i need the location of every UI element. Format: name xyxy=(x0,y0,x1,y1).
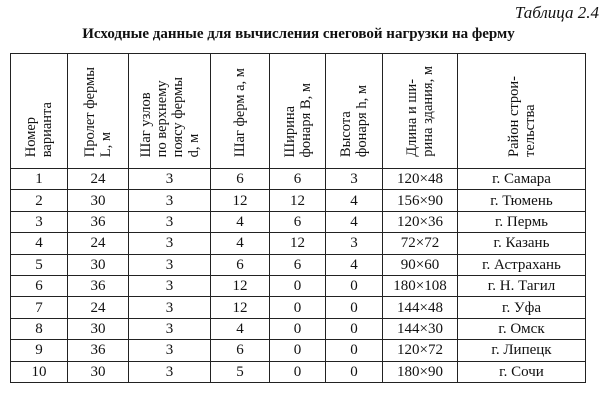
table-row xyxy=(11,169,586,190)
table-cell: 144×30 xyxy=(383,318,458,339)
table-cell: 0 xyxy=(326,318,383,339)
table-row xyxy=(11,340,586,361)
table-cell: 3 xyxy=(129,361,211,382)
table-cell: г. Тюмень xyxy=(458,190,586,211)
table-cell: 10 xyxy=(11,361,68,382)
table-cell: 0 xyxy=(270,340,326,361)
header-variant-number xyxy=(11,54,68,169)
table-cell: 7 xyxy=(11,297,68,318)
table-cell: 6 xyxy=(270,254,326,275)
table-cell: 30 xyxy=(68,190,129,211)
table-cell: 30 xyxy=(68,361,129,382)
header-construction-region xyxy=(458,54,586,169)
table-cell: 6 xyxy=(211,169,270,190)
table-row xyxy=(11,254,586,275)
table-cell: 9 xyxy=(11,340,68,361)
table-cell: 0 xyxy=(270,275,326,296)
table-row xyxy=(11,275,586,296)
header-lantern-height xyxy=(326,54,383,169)
table-cell: 4 xyxy=(211,318,270,339)
table-cell: 12 xyxy=(211,275,270,296)
table-cell: 3 xyxy=(129,297,211,318)
table-cell: г. Уфа xyxy=(458,297,586,318)
table-cell: 0 xyxy=(326,361,383,382)
table-cell: г. Липецк xyxy=(458,340,586,361)
table-cell: 2 xyxy=(11,190,68,211)
table-cell: 6 xyxy=(11,275,68,296)
table-cell: 6 xyxy=(270,211,326,232)
table-cell: 4 xyxy=(211,211,270,232)
table-cell: 3 xyxy=(11,211,68,232)
table-cell: 36 xyxy=(68,275,129,296)
table-cell: 0 xyxy=(326,340,383,361)
table-cell: 3 xyxy=(129,254,211,275)
table-cell: 4 xyxy=(11,233,68,254)
table-cell: 0 xyxy=(270,361,326,382)
table-cell: 24 xyxy=(68,169,129,190)
header-node-pitch xyxy=(129,54,211,169)
header-truss-spacing xyxy=(211,54,270,169)
header-text: Номер варианта xyxy=(23,101,55,157)
table-cell: 36 xyxy=(68,340,129,361)
table-row xyxy=(11,190,586,211)
table-cell: г. Пермь xyxy=(458,211,586,232)
table-cell: г. Самара xyxy=(458,169,586,190)
table-cell: 12 xyxy=(270,233,326,254)
table-cell: 0 xyxy=(326,275,383,296)
table-cell: 5 xyxy=(11,254,68,275)
table-title: Исходные данные для вычисления снеговой нагрузки на ферму xyxy=(82,26,515,42)
table-cell: 3 xyxy=(129,169,211,190)
table-cell: 5 xyxy=(211,361,270,382)
table-cell: 180×90 xyxy=(383,361,458,382)
table-cell: 180×108 xyxy=(383,275,458,296)
header-text: Район строи- тельства xyxy=(505,76,538,157)
table-cell: 12 xyxy=(270,190,326,211)
table-cell: 120×48 xyxy=(383,169,458,190)
table-cell: 12 xyxy=(211,190,270,211)
header-text: Шаг ферм a, м xyxy=(232,67,248,157)
table-cell: 12 xyxy=(211,297,270,318)
table-cell: 24 xyxy=(68,233,129,254)
header-truss-span xyxy=(68,54,129,169)
table-header-row xyxy=(11,54,586,169)
table-cell: г. Астрахань xyxy=(458,254,586,275)
table-cell: 4 xyxy=(211,233,270,254)
header-building-size xyxy=(383,54,458,169)
table-cell: 120×36 xyxy=(383,211,458,232)
table-cell: 8 xyxy=(11,318,68,339)
header-text: Длина и ши- рина здания, м xyxy=(404,66,436,157)
table-cell: 4 xyxy=(326,211,383,232)
table-cell: 3 xyxy=(129,318,211,339)
table-cell: г. Казань xyxy=(458,233,586,254)
table-cell: 4 xyxy=(326,190,383,211)
table-cell: 1 xyxy=(11,169,68,190)
table-cell: 3 xyxy=(129,211,211,232)
table-row xyxy=(11,318,586,339)
table-cell: 3 xyxy=(129,233,211,254)
snow-load-data-table xyxy=(10,53,586,383)
table-cell: 30 xyxy=(68,318,129,339)
table-cell: 0 xyxy=(326,297,383,318)
table-cell: 24 xyxy=(68,297,129,318)
table-cell: 4 xyxy=(326,254,383,275)
table-cell: 72×72 xyxy=(383,233,458,254)
table-cell: 0 xyxy=(270,318,326,339)
table-cell: 144×48 xyxy=(383,297,458,318)
table-cell: 6 xyxy=(270,169,326,190)
table-cell: г. Сочи xyxy=(458,361,586,382)
table-cell: 6 xyxy=(211,340,270,361)
header-text: Шаг узлов по верхнему поясу фермы d, м xyxy=(137,76,202,157)
table-cell: 156×90 xyxy=(383,190,458,211)
table-cell: 120×72 xyxy=(383,340,458,361)
table-number-label: Таблица 2.4 xyxy=(514,3,599,22)
table-cell: 0 xyxy=(270,297,326,318)
table-row xyxy=(11,233,586,254)
table-cell: 3 xyxy=(129,340,211,361)
header-text: Пролет фермы L, м xyxy=(82,66,114,157)
table-row xyxy=(11,211,586,232)
table-row xyxy=(11,361,586,382)
table-cell: 3 xyxy=(326,233,383,254)
table-cell: 3 xyxy=(326,169,383,190)
header-text: Высота фонаря h, м xyxy=(338,84,370,157)
table-cell: г. Н. Тагил xyxy=(458,275,586,296)
table-row xyxy=(11,297,586,318)
table-cell: 6 xyxy=(211,254,270,275)
table-cell: 3 xyxy=(129,190,211,211)
table-cell: 90×60 xyxy=(383,254,458,275)
table-cell: 36 xyxy=(68,211,129,232)
header-text: Ширина фонаря B, м xyxy=(281,82,314,157)
header-lantern-width xyxy=(270,54,326,169)
table-cell: г. Омск xyxy=(458,318,586,339)
table-cell: 3 xyxy=(129,275,211,296)
table-cell: 30 xyxy=(68,254,129,275)
